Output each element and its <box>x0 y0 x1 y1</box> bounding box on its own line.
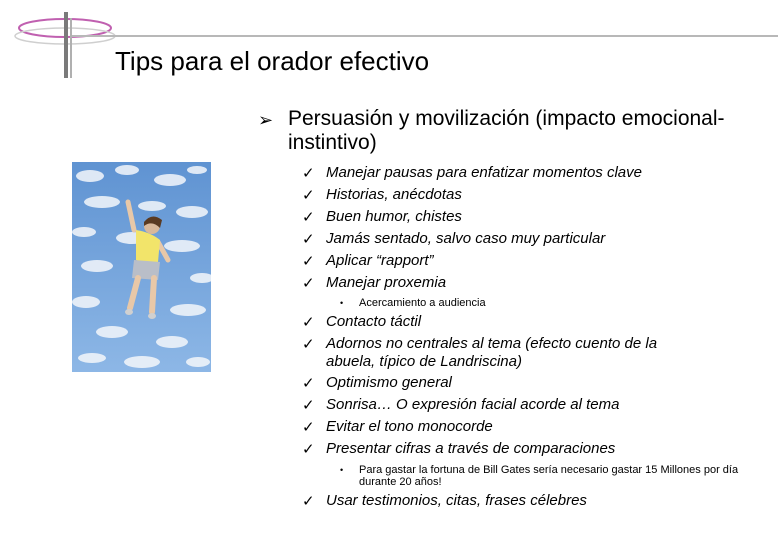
dot-bullet-icon: • <box>340 298 344 308</box>
check-icon: ✓ <box>302 397 315 414</box>
check-icon: ✓ <box>302 441 315 458</box>
check-icon: ✓ <box>302 419 315 436</box>
check-icon: ✓ <box>302 165 315 182</box>
header-rule <box>72 35 778 37</box>
dot-bullet-icon: • <box>340 465 344 475</box>
check-icon: ✓ <box>302 231 315 248</box>
check-icon: ✓ <box>302 275 315 292</box>
check-icon: ✓ <box>302 336 315 353</box>
slide-title: Tips para el orador efectivo <box>115 46 430 76</box>
check-icon: ✓ <box>302 314 315 331</box>
logo-icon <box>10 8 120 83</box>
check-icon: ✓ <box>302 187 315 204</box>
jumping-woman-photo <box>72 162 211 372</box>
check-icon: ✓ <box>302 209 315 226</box>
check-icon: ✓ <box>302 253 315 270</box>
check-icon: ✓ <box>302 375 315 392</box>
main-point-text: Persuasión y movilización (impacto emocional-instintivo) <box>288 107 725 154</box>
arrow-bullet-icon: ➢ <box>258 110 274 130</box>
check-icon: ✓ <box>302 493 315 510</box>
